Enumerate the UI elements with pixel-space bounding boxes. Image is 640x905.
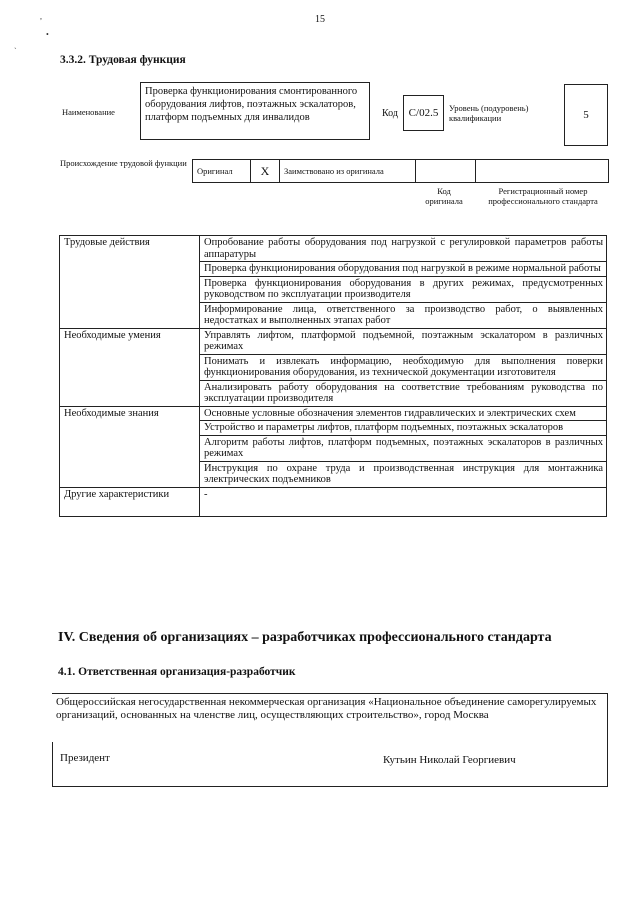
original-label: Оригинал bbox=[197, 166, 233, 176]
row-label: Необходимые знания bbox=[60, 406, 200, 487]
row-item: Алгоритм работы лифтов, платформ подъемных, поэтажных эскалаторов в различных режимах bbox=[200, 435, 607, 461]
section-title: 3.3.2. Трудовая функция bbox=[60, 54, 186, 66]
scan-mark: • bbox=[46, 30, 49, 39]
row-item: Основные условные обозначения элементов гидравлических и электрических схем bbox=[200, 406, 607, 421]
original-code-caption: Код оригинала bbox=[425, 186, 463, 206]
organization-text: Общероссийская негосударственная некоммерческая организация «Национальное объединение саморегулируемых организаций, основанных на членстве лиц, осуществляющих строительство», город Москва bbox=[52, 693, 608, 742]
row-label: Трудовые действия bbox=[60, 236, 200, 329]
row-label: Другие характеристики bbox=[60, 487, 200, 516]
origin-row bbox=[192, 159, 610, 183]
table-row bbox=[60, 236, 607, 262]
row-item: Проверка функционирования оборудования под нагрузкой в режиме нормальной работы bbox=[200, 262, 607, 277]
section4-title: IV. Сведения об организациях – разработчиках профессионального стандарта bbox=[58, 630, 552, 645]
function-table bbox=[59, 235, 607, 517]
row-item: Устройство и параметры лифтов, платформ подъемных, поэтажных эскалаторов bbox=[200, 421, 607, 436]
row-item: Понимать и извлекать информацию, необходимую для выполнения поверки функционирования оборудования, из технической документации изготовителя bbox=[200, 354, 607, 380]
table-row bbox=[60, 328, 607, 354]
original-cell bbox=[192, 159, 251, 183]
section41-title: 4.1. Ответственная организация-разработчик bbox=[58, 666, 296, 678]
scan-mark: , bbox=[40, 12, 42, 21]
code-value-box: С/02.5 bbox=[403, 95, 444, 131]
level-label: Уровень (подуровень) квалификации bbox=[449, 103, 529, 123]
origin-label: Происхождение трудовой функции bbox=[60, 158, 187, 168]
row-item: Информирование лица, ответственного за производство работ, о выявленных недостатках и выполненных этапах работ bbox=[200, 302, 607, 328]
reg-number-caption: Регистрационный номер профессионального стандарта bbox=[488, 186, 598, 206]
signer-name: Кутьин Николай Георгиевич bbox=[383, 754, 516, 766]
row-item: Опробование работы оборудования под нагрузкой с регулировкой параметров работы аппаратуры bbox=[200, 236, 607, 262]
signer-position: Президент bbox=[60, 752, 110, 764]
scan-mark: ˎ bbox=[14, 40, 17, 49]
name-label: Наименование bbox=[62, 107, 115, 117]
original-code-cell bbox=[415, 159, 476, 183]
function-name-box: Проверка функционирования смонтированного оборудования лифтов, поэтажных эскалаторов, платформ подъемных для инвалидов bbox=[140, 82, 370, 140]
code-label: Код bbox=[382, 108, 398, 119]
row-label: Необходимые умения bbox=[60, 328, 200, 406]
row-item: Проверка функционирования оборудования в других режимах, предусмотренных руководством по эксплуатации производителя bbox=[200, 276, 607, 302]
row-item: Анализировать работу оборудования на соответствие требованиям руководства по эксплуатации производителя bbox=[200, 380, 607, 406]
level-value-box: 5 bbox=[564, 84, 608, 146]
original-mark: X bbox=[260, 163, 270, 178]
table-row bbox=[60, 406, 607, 421]
row-item: - bbox=[200, 487, 607, 516]
row-item: Управлять лифтом, платформой подъемной, поэтажным эскалатором в различных режимах bbox=[200, 328, 607, 354]
original-mark-cell bbox=[250, 159, 280, 183]
reg-number-cell bbox=[475, 159, 609, 183]
table-row bbox=[60, 487, 607, 516]
signature-box bbox=[52, 742, 608, 787]
row-item: Инструкция по охране труда и производственная инструкция для монтажника электрических подъемников bbox=[200, 461, 607, 487]
borrowed-label: Заимствовано из оригинала bbox=[284, 166, 384, 176]
page-number: 15 bbox=[315, 14, 325, 25]
borrowed-cell bbox=[279, 159, 416, 183]
